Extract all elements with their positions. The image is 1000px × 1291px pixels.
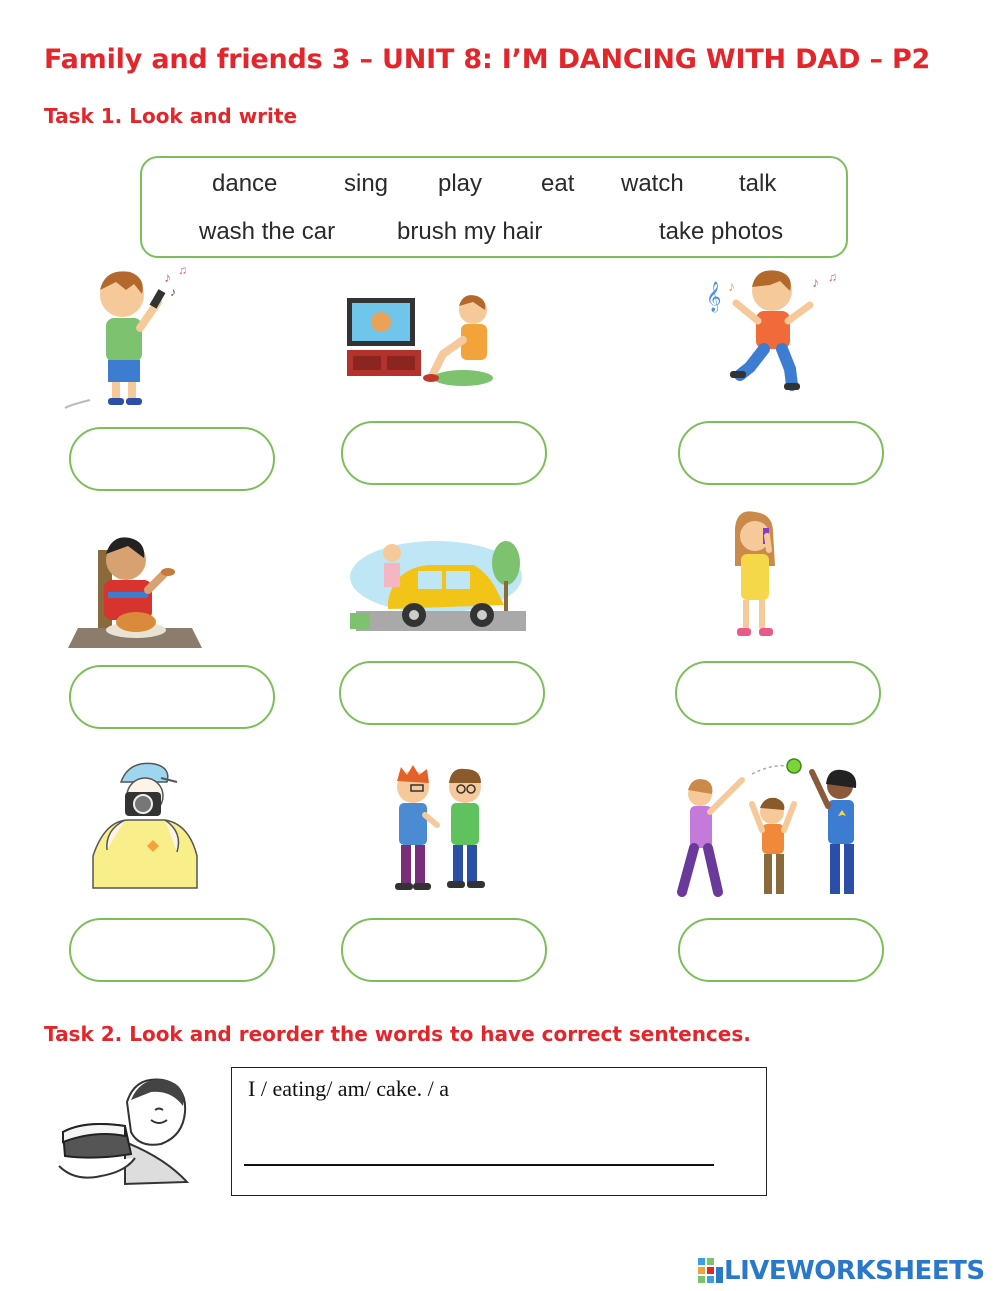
- word-watch: watch: [621, 170, 684, 197]
- svg-text:♪: ♪: [812, 274, 819, 290]
- word-take-photos: take photos: [659, 218, 784, 245]
- girl-washing-car-icon: [348, 535, 528, 635]
- girl-brushing-hair-icon: [725, 510, 785, 645]
- boy-watching-tv-icon: [345, 290, 505, 390]
- task1-heading: Task 1. Look and write: [44, 104, 298, 128]
- word-brush-my-hair: brush my hair: [397, 218, 543, 245]
- answer-box-3[interactable]: [678, 421, 884, 485]
- answer-box-2[interactable]: [341, 421, 547, 485]
- answer-box-1[interactable]: [69, 427, 275, 491]
- sentence-answer-input[interactable]: [244, 1140, 714, 1166]
- svg-text:♫: ♫: [828, 270, 837, 284]
- boy-taking-photos-icon: [85, 760, 205, 890]
- svg-text:𝄞: 𝄞: [706, 281, 722, 311]
- svg-text:♫: ♫: [178, 263, 187, 277]
- word-sing: sing: [344, 170, 389, 197]
- answer-box-4[interactable]: [69, 665, 275, 729]
- page-title: Family and friends 3 – UNIT 8: I’M DANCING WITH DAD – P2: [44, 44, 931, 75]
- svg-text:♪: ♪: [170, 285, 176, 299]
- logo-text: LIVEWORKSHEETS: [724, 1256, 985, 1286]
- svg-text:♪: ♪: [164, 269, 171, 285]
- word-wash-the-car: wash the car: [199, 218, 336, 245]
- answer-box-5[interactable]: [339, 661, 545, 725]
- word-talk: talk: [739, 170, 777, 197]
- word-eat: eat: [541, 170, 575, 197]
- liveworksheets-logo: [698, 1256, 985, 1286]
- word-play: play: [438, 170, 483, 197]
- answer-box-6[interactable]: [675, 661, 881, 725]
- reorder-prompt: I / eating/ am/ cake. / a: [248, 1076, 449, 1101]
- answer-box-8[interactable]: [341, 918, 547, 982]
- boy-eating-icon: [68, 530, 203, 650]
- man-eating-cake-icon: [55, 1072, 205, 1187]
- liveworksheets-logo-icon: [698, 1258, 724, 1284]
- task2-heading: Task 2. Look and reorder the words to have correct sentences.: [44, 1022, 751, 1046]
- word-dance: dance: [212, 170, 278, 197]
- boys-talking-icon: [385, 765, 495, 893]
- boy-singing-icon: [60, 260, 200, 410]
- boy-dancing-icon: [700, 265, 850, 395]
- answer-box-7[interactable]: [69, 918, 275, 982]
- children-playing-icon: [662, 752, 882, 910]
- answer-box-9[interactable]: [678, 918, 884, 982]
- svg-text:♪: ♪: [728, 278, 735, 294]
